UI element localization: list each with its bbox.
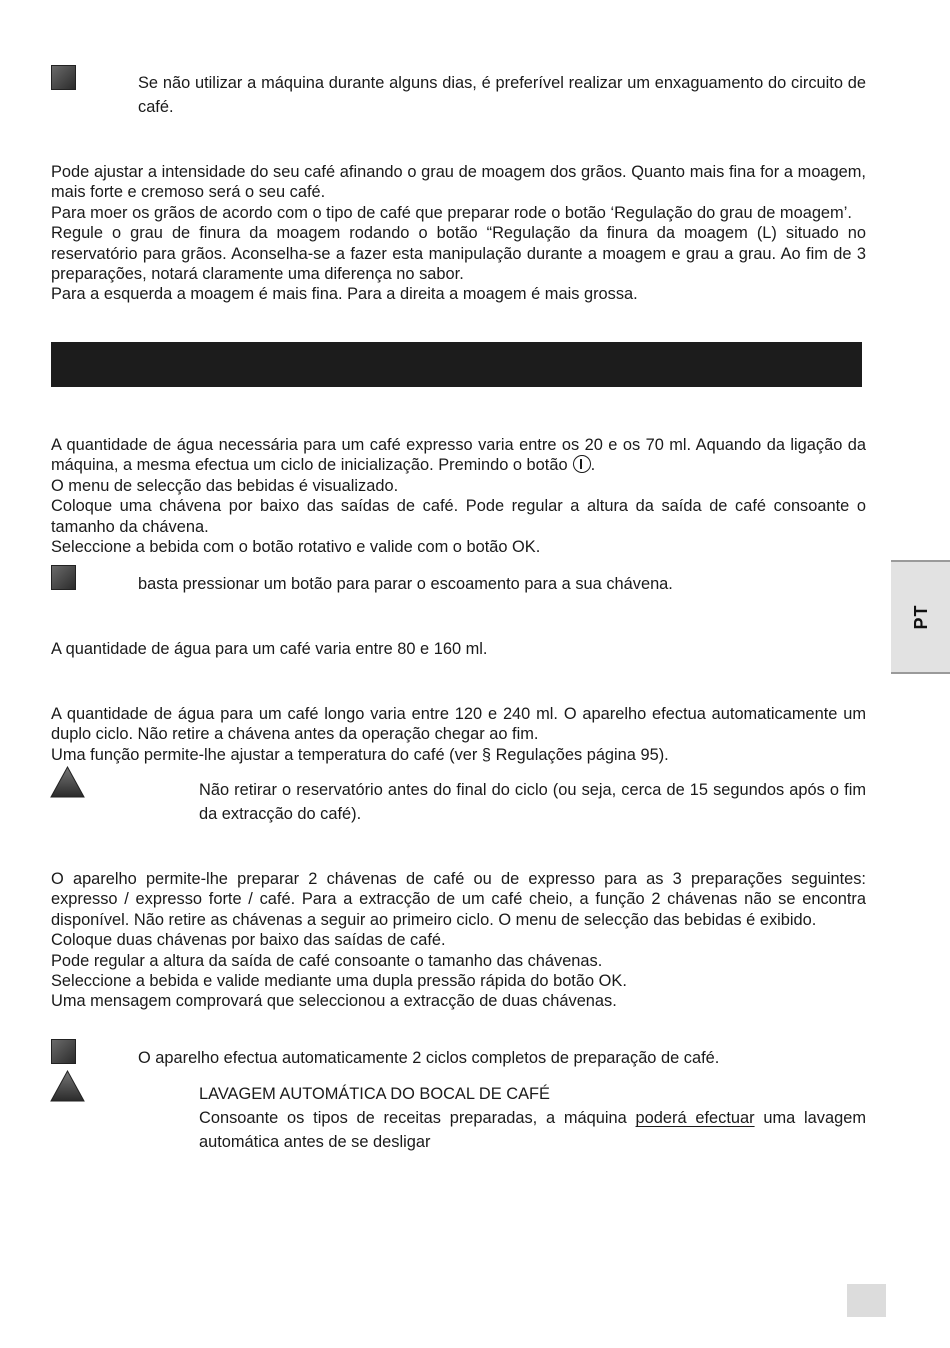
info-square-icon [51, 65, 76, 90]
language-tab-label: PT [910, 604, 931, 630]
warning-triangle-icon [50, 1070, 85, 1102]
espresso-paragraph: Coloque uma chávena por baixo das saídas de café. Pode regular a altura da saída de café consoante o tamanho da chávena. [51, 497, 866, 536]
two-cups-section [51, 869, 866, 1012]
warning-triangle-icon [50, 766, 85, 798]
espresso-intro-end: . [590, 456, 596, 475]
two-cups-paragraph: Uma mensagem comprovará que seleccionou a extracção de duas chávenas. [51, 992, 617, 1011]
espresso-section [51, 435, 866, 557]
info-square-icon [51, 1039, 76, 1064]
warning-reservoir: Não retirar o reservatório antes do final do ciclo (ou seja, cerca de 15 segundos após o fim da extracção do café). [199, 781, 866, 823]
two-cups-paragraph: O aparelho permite-lhe preparar 2 chávenas de café ou de expresso para as 3 preparações seguintes: expresso / expresso forte / café. Para a extracção de um café cheio, a função 2 chávenas não se encontra disponível. Não retire as chávenas a seguir ao primeiro ciclo. O menu de selecção das bebidas é exibido. [51, 870, 866, 929]
grind-paragraph: Para moer os grãos de acordo com o tipo de café que preparar rode o botão ‘Regulação do grau de moagem’. [51, 203, 852, 222]
espresso-intro [51, 435, 866, 476]
grind-section [51, 162, 866, 305]
coffee-paragraph: A quantidade de água para um café varia entre 80 e 160 ml. [51, 640, 488, 658]
two-cups-paragraph: Pode regular a altura da saída de café consoante o tamanho das chávenas. [51, 951, 603, 970]
language-tab [891, 560, 950, 674]
grind-paragraph: Regule o grau de finura da moagem rodando o botão “Regulação da finura da moagem (L) situado no reservatório para grãos. Aconselha-se a fazer esta manipulação durante a moagem e grau a grau. Ao fim de 3 preparações, notará claramente uma diferença no sabor. [51, 224, 866, 284]
note-two-cycles: O aparelho efectua automaticamente 2 ciclos completos de preparação de café. [138, 1049, 720, 1067]
two-cups-paragraph: Coloque duas chávenas por baixo das saídas de café. [51, 931, 446, 950]
auto-wash-text-start: Consoante os tipos de receitas preparadas, a máquina [199, 1109, 627, 1127]
espresso-paragraph: O menu de selecção das bebidas é visualizado. [51, 476, 399, 495]
auto-wash-notice [199, 1082, 866, 1154]
long-coffee-section [51, 704, 866, 765]
long-coffee-paragraph: Uma função permite-lhe ajustar a temperatura do café (ver § Regulações página 95). [51, 745, 669, 764]
info-square-icon [51, 565, 76, 590]
long-coffee-paragraph: A quantidade de água para um café longo varia entre 120 e 240 ml. O aparelho efectua automaticamente um duplo ciclo. Não retire a chávena antes da operação chegar ao fim. [51, 705, 866, 744]
grind-paragraph: Para a esquerda a moagem é mais fina. Para a direita a moagem é mais grossa. [51, 285, 638, 304]
espresso-paragraph: Seleccione a bebida com o botão rotativo e valide com o botão OK. [51, 538, 541, 557]
note-rinse: Se não utilizar a máquina durante alguns dias, é preferível realizar um enxaguamento do circuito de café. [138, 74, 866, 116]
two-cups-paragraph: Seleccione a bebida e valide mediante uma dupla pressão rápida do botão OK. [51, 972, 627, 991]
power-icon [573, 455, 591, 473]
page-number-box [847, 1284, 886, 1317]
espresso-intro-text: A quantidade de água necessária para um café expresso varia entre os 20 e os 70 ml. Aquando da ligação da máquina, a mesma efectua um ciclo de inicialização. Premindo o botão [51, 436, 866, 475]
note-stop: basta pressionar um botão para parar o escoamento para a sua chávena. [138, 575, 673, 593]
auto-wash-text [199, 1106, 866, 1154]
grind-paragraph: Pode ajustar a intensidade do seu café afinando o grau de moagem dos grãos. Quanto mais fina for a moagem, mais forte e cremoso será o seu café. [51, 163, 866, 202]
auto-wash-text-end: uma lavagem automática antes de se desligar [199, 1109, 866, 1151]
section-header-bar [51, 342, 862, 387]
auto-wash-underlined: poderá efectuar [635, 1109, 755, 1127]
auto-wash-title: LAVAGEM AUTOMÁTICA DO BOCAL DE CAFÉ [199, 1085, 550, 1103]
